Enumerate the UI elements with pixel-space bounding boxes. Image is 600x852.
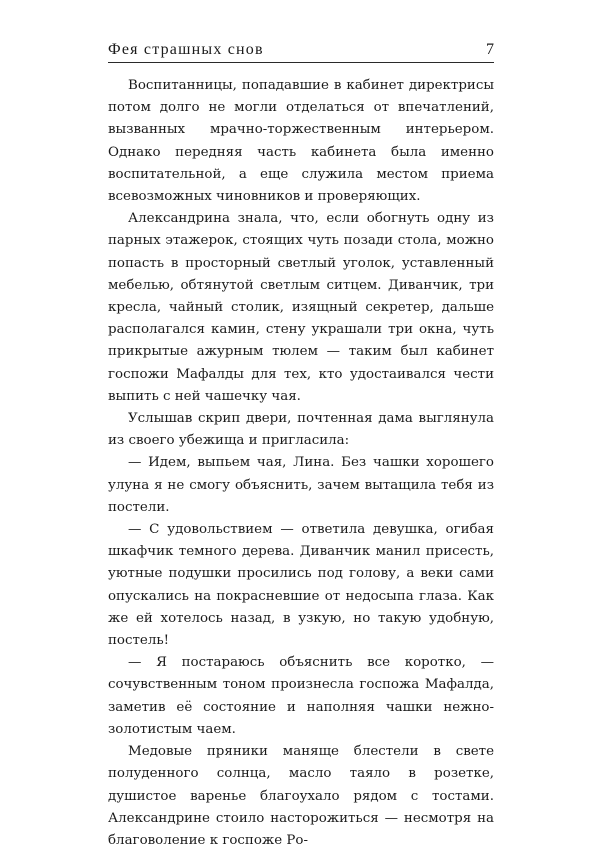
running-title: Фея страшных снов: [108, 41, 264, 58]
paragraph: Услышав скрип двери, почтенная дама выглянула из своего убежища и пригласила:: [108, 411, 494, 449]
paragraph: Александрина знала, что, если обогнуть одну из парных этажерок, стоящих чуть позади стола, можно попасть в просторный светлый уголок, уставленный мебелью, обтянутой светлым ситцем. Диванчик, три кресла, чайный столик, изящный секретер, дальше располагался камин, стену украшали три окна, чуть прикрытые ажурным тюлем — таким был кабинет госпожи Мафалды для тех, кто удостаивался чести выпить с ней чашечку чая.: [108, 211, 494, 404]
running-header: [108, 38, 494, 63]
paragraph: — С удовольствием — ответила девушка, огибая шкафчик темного дерева. Диванчик манил присесть, уютные подушки просились под голову, а веки сами опускались на покрасневшие от недосыпа глаза. Как же ей хотелось назад, в узкую, но такую удобную, постель!: [108, 522, 494, 649]
paragraph: — Я постараюсь объяснить все коротко, — сочувственным тоном произнесла госпожа Мафалда, заметив её состояние и наполняя чашки нежно-золотистым чаем.: [108, 655, 494, 737]
body-text: [108, 75, 494, 852]
paragraph: — Идем, выпьем чая, Лина. Без чашки хорошего улуна я не смогу объяснить, зачем вытащила тебя из постели.: [108, 455, 494, 515]
paragraph: Воспитанницы, попадавшие в кабинет директрисы потом долго не могли отделаться от впечатлений, вызванных мрачно-торжественным интерьером. Однако передняя часть кабинета была именно воспитательной, а еще служила местом приема всевозможных чиновников и проверяющих.: [108, 78, 494, 205]
paragraph: Медовые пряники маняще блестели в свете полуденного солнца, масло таяло в розетке, душистое варенье благоухало рядом с тостами. Александрине стоило насторожиться — несмотря на благоволение к госпоже Ро-: [108, 744, 494, 848]
page-number: 7: [486, 41, 494, 58]
